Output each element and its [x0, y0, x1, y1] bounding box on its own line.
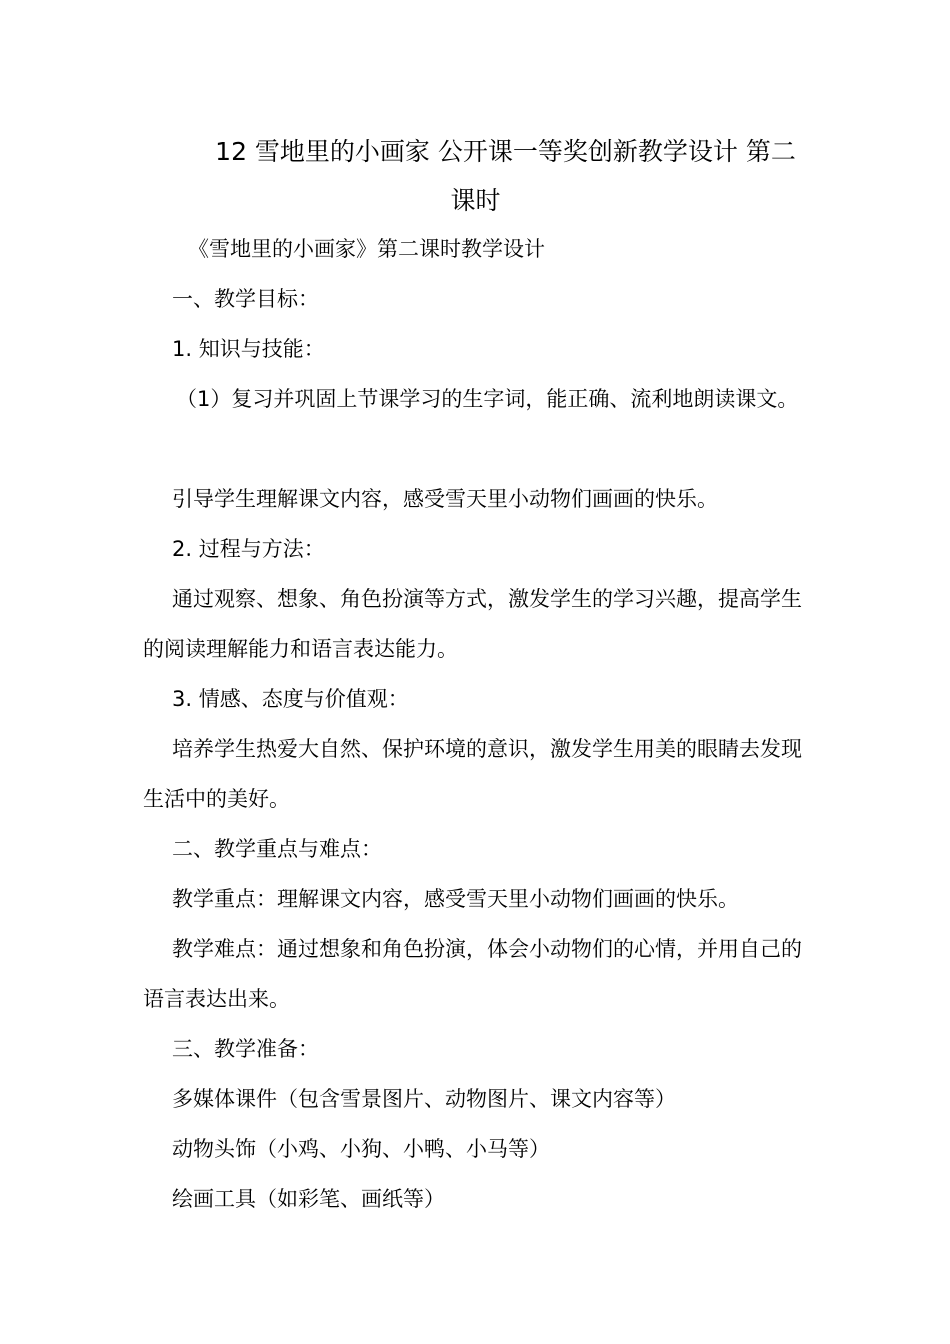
list-item-headwear: 动物头饰（小鸡、小狗、小鸭、小马等）: [172, 1137, 550, 1161]
list-item-drawing-tools: 绘画工具（如彩笔、画纸等）: [172, 1187, 445, 1211]
subheading-process-methods: 2. 过程与方法：: [172, 537, 325, 561]
list-item-multimedia: 多媒体课件（包含雪景图片、动物图片、课文内容等）: [172, 1087, 676, 1111]
lesson-subtitle: 《雪地里的小画家》第二课时教学设计: [188, 237, 545, 261]
paragraph-methods: 通过观察、想象、角色扮演等方式，激发学生的学习兴趣，提高学生的阅读理解能力和语言表达能力。: [143, 587, 802, 661]
subheading-emotion-values: 3. 情感、态度与价值观：: [172, 687, 409, 711]
paragraph-key-point: 教学重点：理解课文内容，感受雪天里小动物们画画的快乐。: [172, 887, 739, 911]
paragraph-values: 培养学生热爱大自然、保护环境的意识，激发学生用美的眼睛去发现生活中的美好。: [143, 737, 802, 811]
section-heading-objectives: 一、教学目标：: [172, 287, 319, 311]
section-heading-preparation: 三、教学准备：: [172, 1037, 319, 1061]
paragraph-difficulty: 教学难点：通过想象和角色扮演，体会小动物们的心情，并用自己的语言表达出来。: [143, 937, 802, 1011]
document-title-line-1: 12 雪地里的小画家 公开课一等奖创新教学设计 第二: [215, 137, 796, 166]
paragraph-guide: 引导学生理解课文内容，感受雪天里小动物们画画的快乐。: [172, 487, 718, 511]
document-title-line-2: 课时: [450, 186, 501, 215]
paragraph-review: （1）复习并巩固上节课学习的生字词，能正确、流利地朗读课文。: [176, 387, 799, 411]
subheading-knowledge-skills: 1. 知识与技能：: [172, 337, 325, 361]
section-heading-key-points: 二、教学重点与难点：: [172, 837, 382, 861]
